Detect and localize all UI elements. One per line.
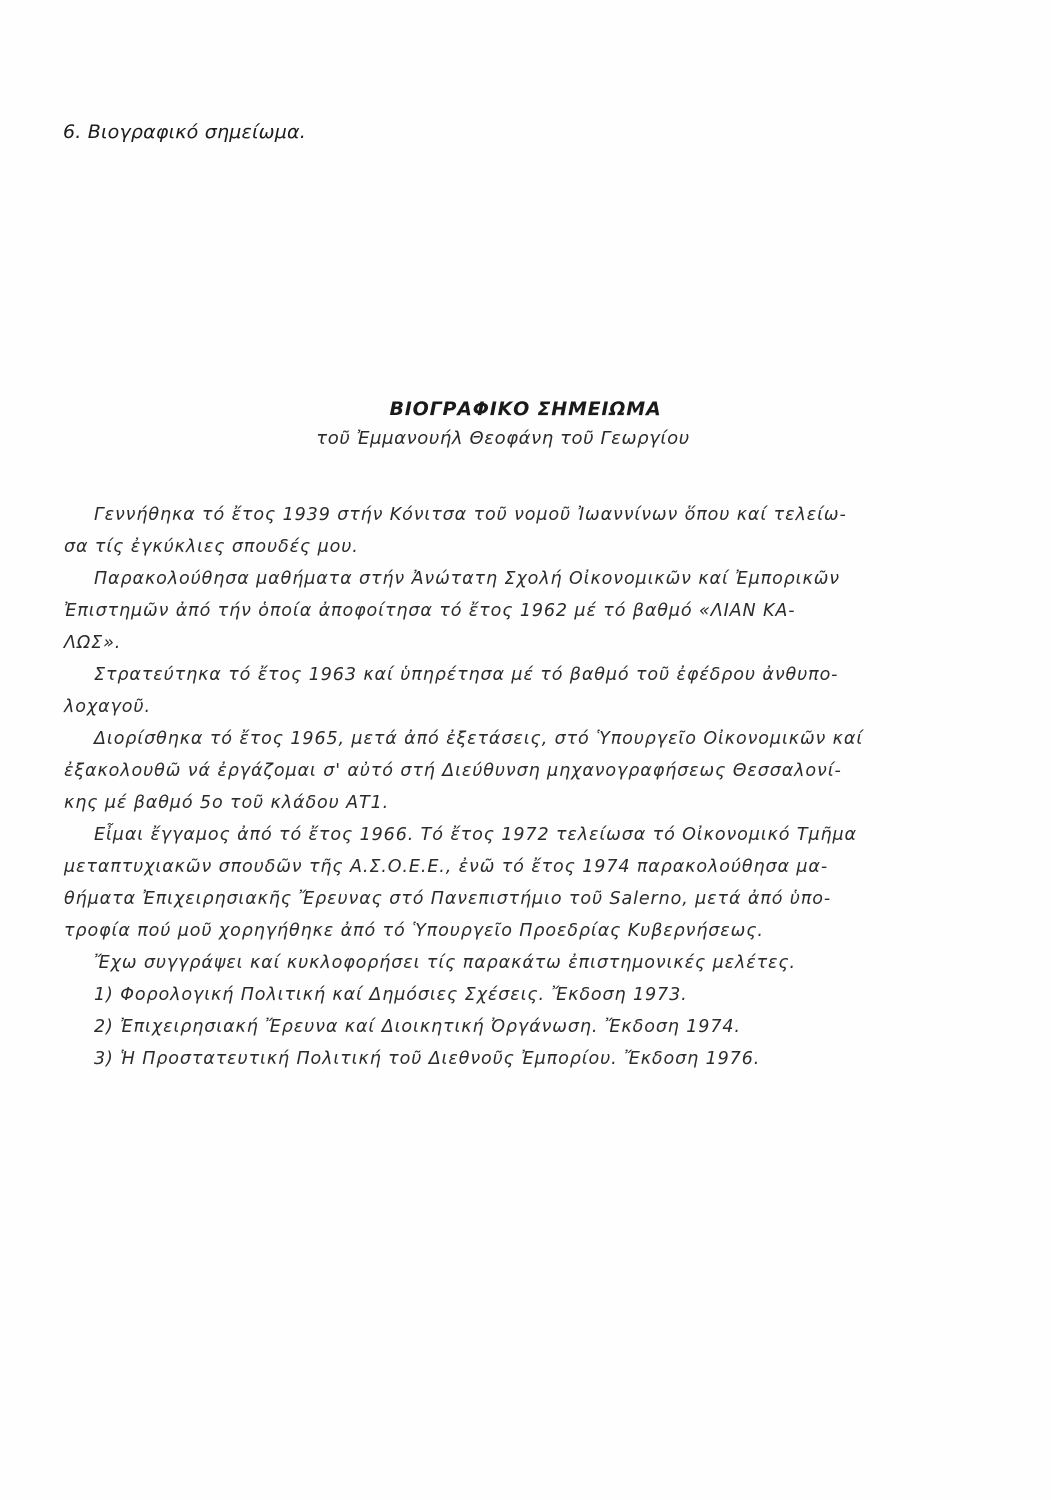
section-heading: 6. Βιογραφικό σημείωμα. — [63, 121, 306, 143]
publication-item: 2) Ἐπιχειρησιακή Ἔρευνα καί Διοικητική Ὀργάνωση. Ἔκδοση 1974. — [94, 1017, 741, 1037]
body-line: Γεννήθηκα τό ἔτος 1939 στήν Κόνιτσα τοῦ νομοῦ Ἰωαννίνων ὅπου καί τελείω- — [94, 505, 847, 525]
body-line: Στρατεύτηκα τό ἔτος 1963 καί ὑπηρέτησα μέ τό βαθμό τοῦ ἐφέδρου ἀνθυπο- — [94, 665, 839, 685]
body-line: σα τίς ἐγκύκλιες σπουδές μου. — [64, 537, 359, 557]
body-line: Εἶμαι ἔγγαμος ἀπό τό ἔτος 1966. Τό ἔτος 1972 τελείωσα τό Οἰκονομικό Τμῆμα — [94, 825, 857, 845]
document-subtitle: τοῦ Ἐμμανουήλ Θεοφάνη τοῦ Γεωργίου — [316, 428, 690, 449]
document-title: ΒΙΟΓΡΑΦΙΚΟ ΣΗΜΕΙΩΜΑ — [389, 398, 662, 420]
biography-body — [64, 500, 964, 1076]
publication-item: 1) Φορολογική Πολιτική καί Δημόσιες Σχέσεις. Ἔκδοση 1973. — [94, 985, 688, 1005]
body-line: μεταπτυχιακῶν σπουδῶν τῆς Α.Σ.Ο.Ε.Ε., ἐνῶ τό ἔτος 1974 παρακολούθησα μα- — [64, 857, 829, 877]
body-line: λοχαγοῦ. — [64, 697, 151, 717]
body-line: Παρακολούθησα μαθήματα στήν Ἀνώτατη Σχολή Οἰκονομικῶν καί Ἐμπορικῶν — [94, 569, 840, 589]
body-line: Ἐπιστημῶν ἀπό τήν ὁποία ἀποφοίτησα τό ἔτος 1962 μέ τό βαθμό «ΛΙΑΝ ΚΑ- — [64, 601, 796, 621]
body-line: Ἔχω συγγράψει καί κυκλοφορήσει τίς παρακάτω ἐπιστημονικές μελέτες. — [94, 953, 797, 973]
body-line: Διορίσθηκα τό ἔτος 1965, μετά ἀπό ἐξετάσεις, στό Ὑπουργεῖο Οἰκονομικῶν καί — [94, 729, 864, 749]
body-line: θήματα Ἐπιχειρησιακῆς Ἔρευνας στό Πανεπιστήμιο τοῦ Salerno, μετά ἀπό ὑπο- — [64, 889, 832, 909]
publication-item: 3) Ἡ Προστατευτική Πολιτική τοῦ Διεθνοῦς Ἐμπορίου. Ἔκδοση 1976. — [94, 1049, 761, 1069]
body-line: ἐξακολουθῶ νά ἐργάζομαι σ' αὐτό στή Διεύθυνση μηχανογραφήσεως Θεσσαλονί- — [64, 761, 842, 781]
body-line: τροφία πού μοῦ χορηγήθηκε ἀπό τό Ὑπουργεῖο Προεδρίας Κυβερνήσεως. — [64, 921, 764, 941]
body-line: κης μέ βαθμό 5ο τοῦ κλάδου ΑΤ1. — [64, 793, 390, 813]
body-line: ΛΩΣ». — [64, 633, 122, 653]
